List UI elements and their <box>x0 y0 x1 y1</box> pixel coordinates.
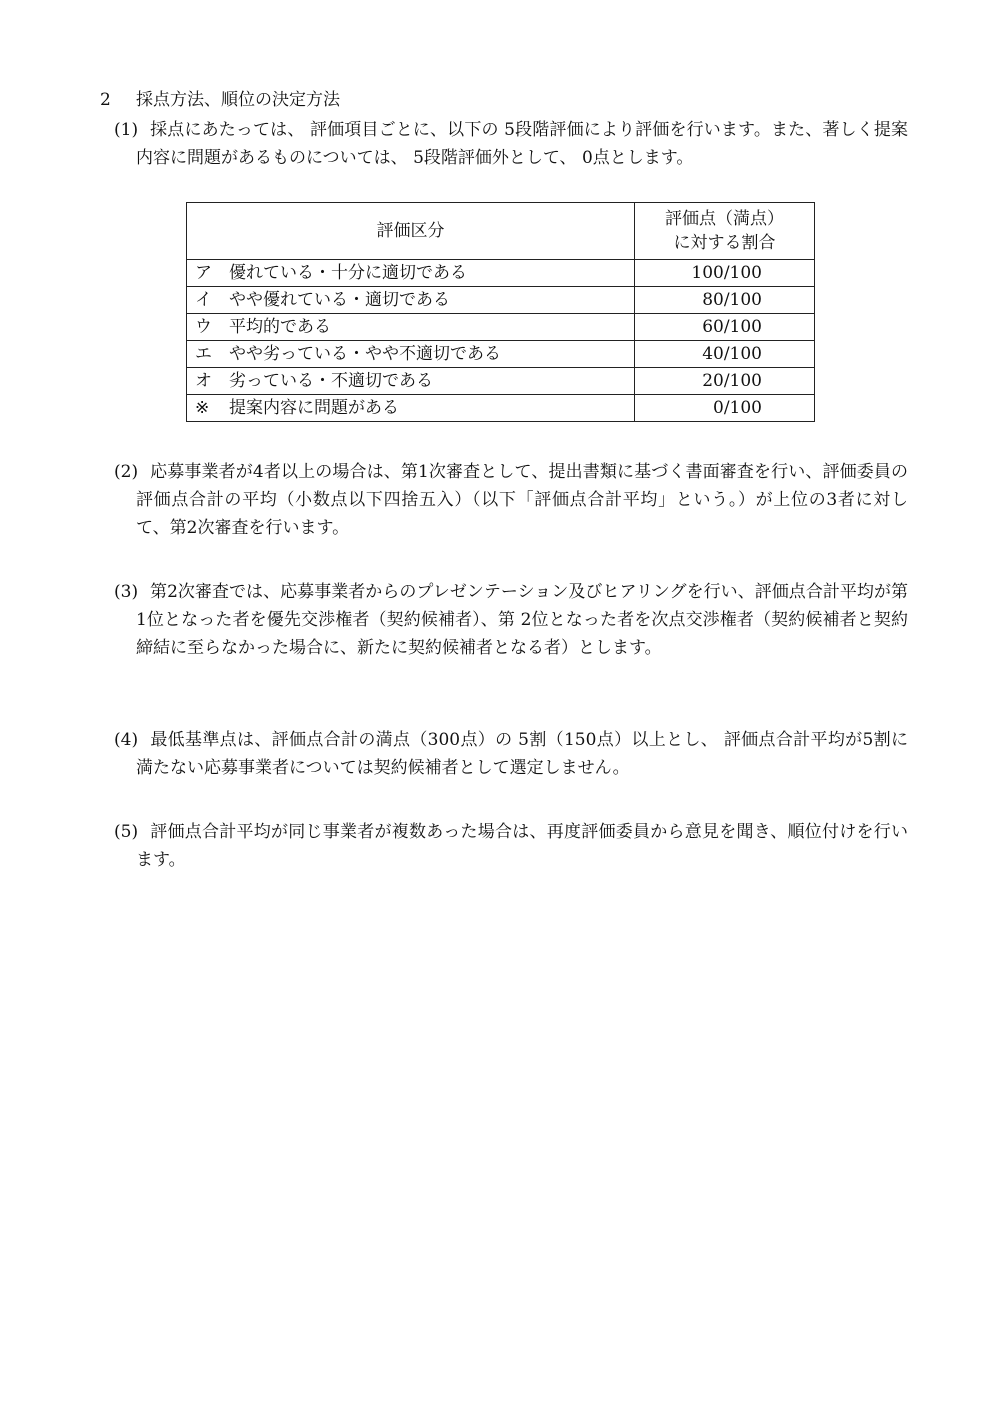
table-row <box>187 314 815 341</box>
row-ratio: 20/100 <box>635 368 815 395</box>
paragraph-item-4 <box>114 726 908 782</box>
row-label: 提案内容に問題がある <box>229 398 399 418</box>
row-label: 平均的である <box>229 317 331 337</box>
row-letter: ※ <box>195 398 210 418</box>
row-letter: エ <box>195 344 212 364</box>
row-letter: ウ <box>195 317 212 337</box>
row-ratio: 100/100 <box>635 260 815 287</box>
table-row <box>187 260 815 287</box>
table-row <box>187 368 815 395</box>
item-marker: (4) <box>114 730 139 750</box>
table-header-row <box>187 203 815 260</box>
item-marker: (2) <box>114 462 139 482</box>
item-marker: (5) <box>114 822 139 842</box>
evaluation-table <box>186 202 815 422</box>
item-marker: (3) <box>114 582 139 602</box>
table-row <box>187 341 815 368</box>
header-ratio: 評価点（満点） に対する割合 <box>635 203 815 260</box>
row-ratio: 60/100 <box>635 314 815 341</box>
row-description <box>187 314 635 341</box>
row-label: やや優れている・適切である <box>229 290 450 310</box>
row-description <box>187 341 635 368</box>
row-letter: ア <box>195 263 212 283</box>
header-category: 評価区分 <box>187 203 635 260</box>
row-letter: イ <box>195 290 212 310</box>
row-label: 優れている・十分に適切である <box>229 263 467 283</box>
section-heading <box>100 86 340 114</box>
row-description <box>187 260 635 287</box>
row-ratio: 40/100 <box>635 341 815 368</box>
paragraph-item-2 <box>114 458 908 542</box>
row-description <box>187 368 635 395</box>
row-ratio: 0/100 <box>635 395 815 422</box>
item-text: 第2次審査では、応募事業者からのプレゼンテーション及びヒアリングを行い、評価点合計平均が第 1位となった者を優先交渉権者（契約候補者）、第 2位となった者を次点交渉権者（契約候補者と契約締結に至らなかった場合に、新たに契約候補者となる者）とします。 <box>136 582 908 658</box>
row-label: 劣っている・不適切である <box>229 371 433 391</box>
table-row <box>187 287 815 314</box>
row-label: やや劣っている・やや不適切である <box>229 344 501 364</box>
paragraph-item-5 <box>114 818 908 874</box>
row-description <box>187 395 635 422</box>
row-ratio: 80/100 <box>635 287 815 314</box>
section-title: 採点方法、順位の決定方法 <box>136 90 340 110</box>
row-description <box>187 287 635 314</box>
item-text: 応募事業者が4者以上の場合は、第1次審査として、提出書類に基づく書面審査を行い、評価委員の評価点合計の平均（小数点以下四捨五入）（以下「評価点合計平均」という。）が上位の3者に対して、第2次審査を行います。 <box>136 462 908 538</box>
row-letter: オ <box>195 371 212 391</box>
paragraph-item-1 <box>114 116 908 172</box>
paragraph-item-3 <box>114 578 908 662</box>
item-text: 採点にあたっては、 評価項目ごとに、以下の 5段階評価により評価を行います。また、著しく提案内容に問題があるものについては、 5段階評価外として、 0点とします。 <box>136 120 908 168</box>
section-number: 2 <box>100 90 111 110</box>
item-marker: (1) <box>114 120 139 140</box>
table-row <box>187 395 815 422</box>
item-text: 評価点合計平均が同じ事業者が複数あった場合は、再度評価委員から意見を聞き、順位付けを行います。 <box>136 822 908 870</box>
item-text: 最低基準点は、評価点合計の満点（300点）の 5割（150点）以上とし、 評価点合計平均が5割に満たない応募事業者については契約候補者として選定しません。 <box>136 730 908 778</box>
